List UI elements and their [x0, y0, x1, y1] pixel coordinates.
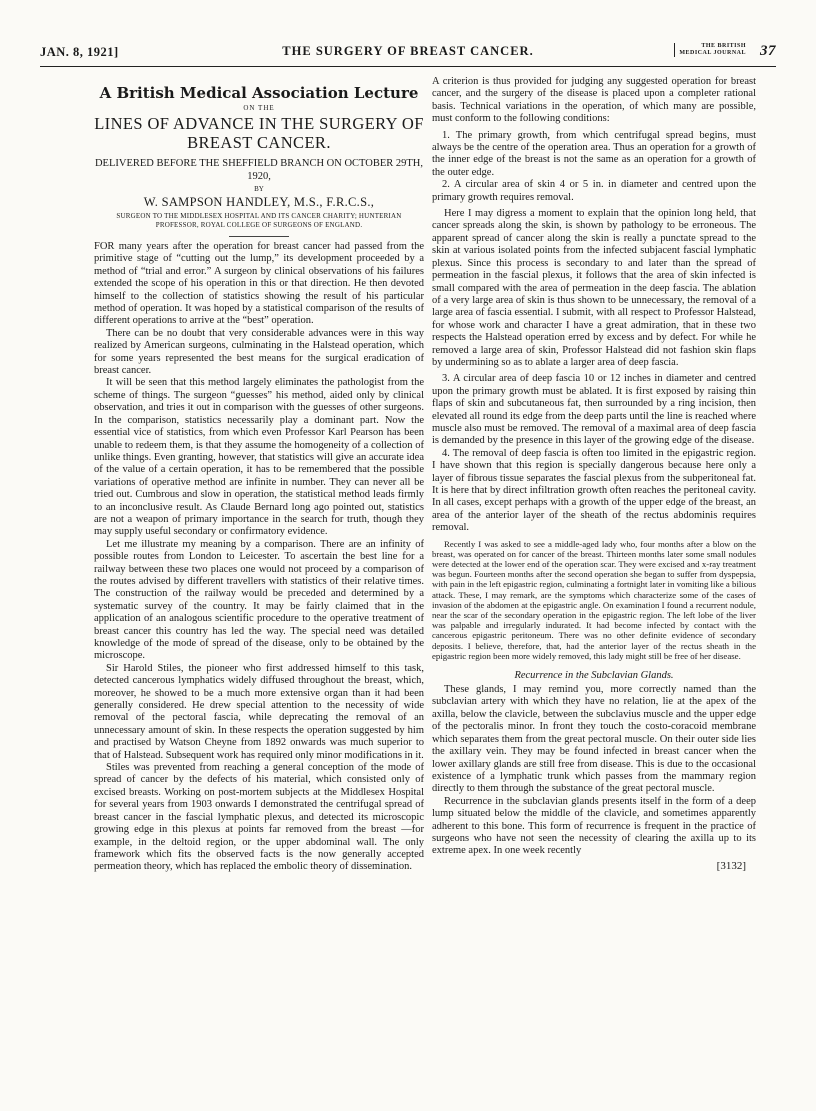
- left-column: [94, 76, 424, 874]
- condition-2: 2. A circular area of skin 4 or 5 in. in diameter and centred upon the primary growth requires removal.: [432, 179, 756, 203]
- paragraph: Let me illustrate my meaning by a comparison. There are an infinity of possible routes from London to Leicester. To ascertain the best line for a railway between these two places one would not proceed by a comparison of the routes advised by different travellers with statistics of their relative times. The construction of the railway would be preceded and determined by a systematic survey of the country. It may be fairly claimed that in the application of an analogous scientific procedure to the operative treatment of breast cancer this country has led the way. The special need was detailed knowledge of the mode of spread of the disease, only to be obtained by the microscope.: [94, 538, 424, 662]
- running-head: [40, 40, 776, 67]
- on-the-label: ON THE: [243, 104, 275, 112]
- paragraph: There can be no doubt that very considerable advances were in this way realized by American surgeons, culminating in the Halstead operation, which for some years represented the best means for the surgical eradication of breast cancer.: [94, 327, 424, 377]
- paragraph: Here I may digress a moment to explain that the opinion long held, that cancer spreads along the skin, is shown by pathology to be erroneous. The apparent spread of cancer along the skin is really a punctate spread to the skin at various isolated points from the infected subjacent fascial lymphatic plexus. Since this process is secondary to and later than the spread of permeation in the fascial plexus, it follows that the area of skin infected is small compared with the area of permeation in the deep fascia. The ablation of a very large area of skin is thus shown to be unnecessary, the removal of a large area of fascia essential. I submit, with all respect to Professor Halstead, for whose work and character I have a great admiration, that in these two respects the Halstead operation erred by excess and by defect. For while he removed a large area of skin, Professor Halstead did not fashion skin flaps by undermining so as to ablate a larger area of deep fascia.: [432, 208, 756, 368]
- paragraph: Recurrence in the subclavian glands presents itself in the form of a deep lump situated below the middle of the clavicle, and sometimes apparently adherent to this bone. This form of recurrence is frequent in the practice of surgeons who have not seen the necessity of clearing the axilla up to its extreme apex. In one week recently: [432, 795, 756, 857]
- paragraph: Sir Harold Stiles, the pioneer who first addressed himself to this task, detected cancerous lymphatics widely diffused throughout the breast, which, moreover, he showed to be a much more extensive organ than it had been generally considered. He drew special attention to the necessity of wide removal of the pectoral fascia, while deprecating the removal of an unnecessary amount of skin. In these respects the operation suggested by him and practised by Watson Cheyne from 1892 onwards was much superior to that of Halstead. Subsequent work has required only minor modifications in it.: [94, 662, 424, 761]
- case-report: Recently I was asked to see a middle-aged lady who, four months after a blow on the breast, was operated on for cancer of the breast. Thirteen months later some small nodules were detected at the lower end of the operation scar. They were excised and x-ray treatment was begun. Fourteen months after the second operation she began to suffer from dyspepsia, with pain in the left epigastric region, culminating a fortnight later in vomiting like a bilious attack. These, I may remark, are the symptoms which characterize some of the cases of invasion of the abdomen at the epigastric angle. On examination I found a recurrent nodule, near the scar of the secondary operation in the epigastric region. The left lobe of the liver was palpable and irregularly indurated. It had become infected by contact with the cancerous epigastric peritoneum. There was no other definite evidence of secondary deposits. I believe, therefore, that, had the anterior layer of the rectus sheath in the epigastric region been more widely removed, this lady might still be free of her disease.: [432, 538, 756, 661]
- author-name: W. SAMPSON HANDLEY, M.S., F.R.C.S.,: [143, 195, 375, 209]
- author-affiliation: SURGEON TO THE MIDDLESEX HOSPITAL AND ITS CANCER CHARITY; HUNTERIAN PROFESSOR, ROYAL COLLEGE OF SURGEONS OF ENGLAND.: [116, 212, 402, 229]
- by-label: BY: [254, 185, 264, 193]
- section-heading: Recurrence in the Subclavian Glands.: [514, 670, 674, 682]
- right-column: [432, 76, 756, 872]
- paragraph: It will be seen that this method largely eliminates the pathologist from the scheme of things. The surgeon “guesses” his method, aided only by clinical observation, and tries it out in comparison with the guesses of other surgeons. In the comparison, statistics necessarily play a dominant part. Now the essential vice of statistics, from which even Professor Karl Pearson has been unable to redeem them, is that they assume the homogeneity of a collection of unlike things. Even granting, however, that statistics will give an accurate idea of the value of a certain operation, it has to be remembered that the possible variations of operative method are infinite in number. They can never all be tried out. Cumbrous and slow in operation, the statistical method leads firmly to an inconclusive result. As Claude Bernard long ago pointed out, statistics are not a weapon of primary importance in the search for truth, though they may supply useful secondary or confirmatory evidence.: [94, 377, 424, 538]
- print-signature: [3132]: [716, 859, 746, 872]
- paragraph: FOR many years after the operation for breast cancer had passed from the primitive stage of “cutting out the lump,” its development proceeded by a method of “trial and error.” A surgeon by clinical observations of his failures extended the scope of his operation in this or that direction. He then devoted himself to the collection of statistics showing the result of his particular method of operation. It was hoped by a statistical comparison of the results of different operations to arrive at the “best” operation.: [94, 241, 424, 327]
- paragraph: A criterion is thus provided for judging any suggested operation for breast cancer, and the surgery of the disease is placed upon a completer rational basis. Technical variations in the operation, of which many are possible, must conform to the following conditions:: [432, 76, 756, 125]
- heading-rule: [229, 236, 289, 237]
- lecture-heading: A British Medical Association Lecture: [99, 84, 419, 102]
- journal-name-line1: THE BRITISH: [701, 43, 746, 49]
- journal-name: [674, 43, 746, 57]
- condition-3: 3. A circular area of deep fascia 10 or 12 inches in diameter and centred upon the primary growth must be ablated. It is first exposed by raising thin flaps of skin and subcutaneous fat, then surrounded by a ring incision, then elevated all round its edge from the deep parts until the line is reached where muscle also must be removed. The removal of a maximal area of deep fascia is demanded by the presence in this layer of the growing edge of the disease.: [432, 373, 756, 447]
- journal-name-line2: MEDICAL JOURNAL: [679, 50, 746, 56]
- article-title: LINES OF ADVANCE IN THE SURGERY OF BREAST CANCER.: [94, 114, 424, 152]
- condition-4: 4. The removal of deep fascia is often too limited in the epigastric region. I have shown that this region is specially dangerous because here only a layer of fibrous tissue separates the fascial plexus from the subperitoneal fat. It is here that by direct infiltration growth often reaches the peritoneal cavity. In all cases, except perhaps with a growth of the upper edge of the breast, an area of the anterior layer of the sheath of the rectus abdominis requires removal.: [432, 447, 756, 534]
- running-title: THE SURGERY OF BREAST CANCER.: [282, 44, 534, 58]
- delivered-note: DELIVERED BEFORE THE SHEFFIELD BRANCH ON OCTOBER 29TH, 1920,: [94, 158, 424, 182]
- paragraph: These glands, I may remind you, more correctly named than the subclavian artery with which they have no relation, lie at the apex of the axilla, below the clavicle, between the subclavius muscle and the upper edge of the pectoralis minor. In front they touch the costo-coracoid membrane which separates them from the great pectoral muscle. On their outer side lies the axillary vein. They may be found infected in breast cancer when the lower axillary glands are still free from disease. This is due to the occasional existence of a lymphatic trunk which passes from the mammary region directly to them through the substance of the great pectoral muscle.: [432, 684, 756, 795]
- issue-date: JAN. 8, 1921]: [40, 45, 119, 59]
- condition-1: 1. The primary growth, from which centrifugal spread begins, must always be the centre of the operation area. Thus an operation for a growth of the inner edge of the breast is not the same as an operation for a growth of the outer edge.: [432, 129, 756, 178]
- paragraph: Stiles was prevented from reaching a general conception of the mode of spread of cancer by the defects of his material, which consisted only of excised breasts. Working on post-mortem subjects at the Middlesex Hospital for several years from 1903 onwards I demonstrated the centrifugal spread of breast cancer in the fascial lymphatic plexus, and detected its microscopic growing edge in this plexus at points far removed from the breast —for example, in the deltoid region, or the upper abdominal wall. The only framework which fits the observed facts is the now generally accepted permeation theory, which has replaced the embolic theory of dissemination.: [94, 762, 424, 873]
- page-number: 37: [760, 43, 776, 59]
